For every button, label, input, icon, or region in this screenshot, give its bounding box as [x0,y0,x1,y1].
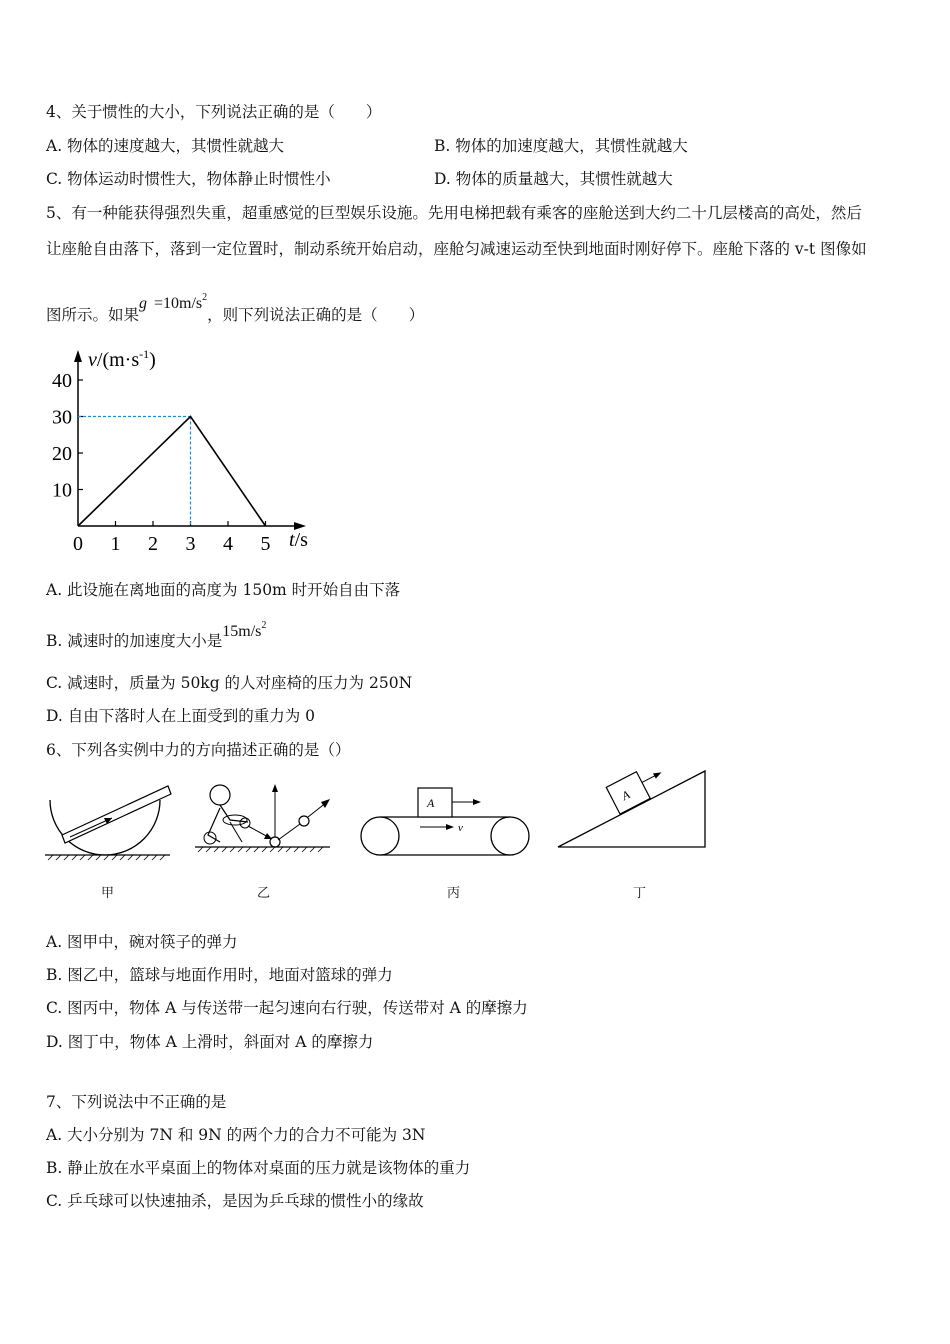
q5-option-b-pre: B. 减速时的加速度大小是 [46,632,223,650]
q5-g-formula: $g =10m/s^2$ [139,292,208,312]
q6-option-a: A. 图甲中，碗对筷子的弹力 [46,933,238,951]
q6-option-c: C. 图丙中，物体 A 与传送带一起匀速向右行驶，传送带对 A 的摩擦力 [46,999,528,1017]
q6-option-b: B. 图乙中，篮球与地面作用时，地面对篮球的弹力 [46,966,393,984]
y-tick-label: 10 [52,479,72,502]
q5-option-b-expr: 15m/s [222,623,262,640]
q4-option-c: C. 物体运动时惯性大，物体静止时惯性小 [46,170,331,188]
q5-option-b-exp: 2 [261,620,267,631]
q4-stem: 4、关于惯性的大小，下列说法正确的是（ ） [46,103,382,121]
caption-yi: 乙 [257,886,271,901]
q6-stem: 6、下列各实例中力的方向描述正确的是（） [46,741,351,759]
x-tick-label: 1 [110,533,121,555]
x-tick-label: 4 [223,533,233,555]
x-tick-label: 5 [260,533,271,555]
q5-stem-line3-post: ，则下列说法正确的是（ ） [207,306,425,324]
q5-option-c: C. 减速时，质量为 50kg 的人对座椅的压力为 250N [46,674,413,692]
x-tick-label: 0 [73,533,83,555]
y-axis-label: $v/(m\cdot s^{-1})$ [88,347,156,371]
q5-g-expr-visible: =10m/s [150,295,203,312]
caption-bing: 丙 [447,886,461,901]
y-axis-arrow [74,350,82,362]
q7-option-c: C. 乒乓球可以快速抽杀，是因为乒乓球的惯性小的缘故 [46,1192,424,1210]
y-tick-label: 30 [52,406,72,429]
q5-stem-line1: 5、有一种能获得强烈失重，超重感觉的巨型娱乐设施。先用电梯把载有乘客的座舱送到大约二十几层楼高的高处，然后 [46,204,862,222]
q7-option-a: A. 大小分别为 7N 和 9N 的两个力的合力不可能为 3N [46,1126,426,1144]
figure-ding-block-label: A [619,787,633,804]
figure-ding [555,765,710,855]
figure-jia [40,780,180,870]
q7-stem: 7、下列说法中不正确的是 [46,1093,227,1111]
q7-option-b: B. 静止放在水平桌面上的物体对桌面的压力就是该物体的重力 [46,1159,471,1177]
q4-option-d: D. 物体的质量越大，其惯性就越大 [434,170,673,188]
caption-jia: 甲 [101,886,115,901]
q5-option-b-formula [222,620,267,640]
q5-g-exp: 2 [202,292,208,303]
figure-bing-velocity-label: v [458,822,463,834]
figure-yi [190,780,335,870]
q5-option-a: A. 此设施在离地面的高度为 150m 时开始自由下落 [46,581,401,599]
q5-option-b [46,620,267,652]
q5-stem-line3-pre: 图所示。如果 [46,306,140,324]
q6-option-d: D. 图丁中，物体 A 上滑时，斜面对 A 的摩擦力 [46,1033,374,1051]
velocity-line [78,417,266,527]
q5-option-d: D. 自由下落时人在上面受到的重力为 0 [46,707,316,725]
caption-ding: 丁 [633,886,647,901]
q5-stem-line3 [46,292,425,326]
q4-option-a: A. 物体的速度越大，其惯性就越大 [46,137,285,155]
figure-bing [355,780,535,865]
y-tick-label: 40 [52,370,72,392]
x-tick-label: 2 [148,533,158,555]
vt-chart [40,340,330,560]
figure-bing-block-label: A [427,796,435,810]
x-tick-label: 3 [185,533,196,555]
q4-option-b: B. 物体的加速度越大，其惯性就越大 [434,137,688,155]
y-tick-label: 20 [52,443,72,465]
q5-stem-line2: 让座舱自由落下，落到一定位置时，制动系统开始启动，座舱匀减速运动至快到地面时刚好停下。座舱下落的 v-t 图像如 [46,240,867,258]
x-axis-label: t/s [289,529,308,551]
